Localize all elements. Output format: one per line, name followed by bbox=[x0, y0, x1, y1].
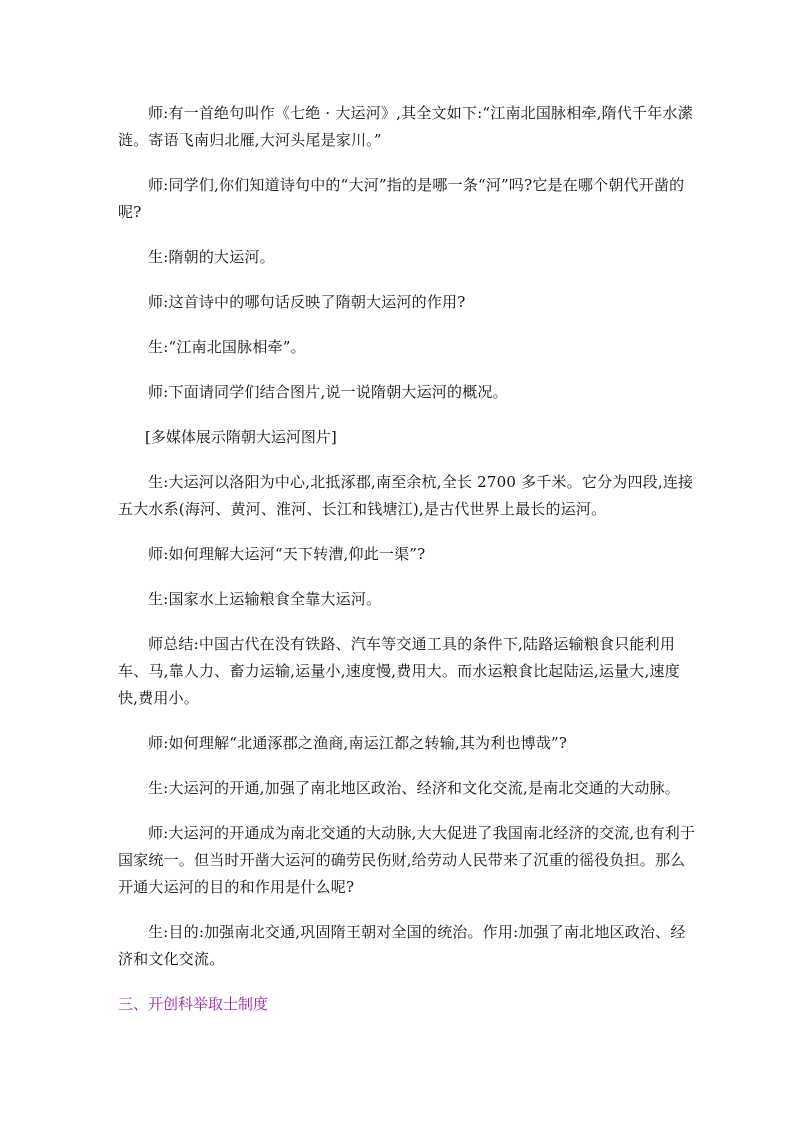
dialogue-paragraph: 师:有一首绝句叫作《七绝 · 大运河》,其全文如下:“江南北国脉相牵,隋代千年水潆涟。寄语飞南归北雁,大河头尾是家川。” bbox=[118, 104, 693, 149]
document-body bbox=[118, 100, 698, 1018]
dialogue-paragraph: 师:这首诗中的哪句话反映了隋朝大运河的作用? bbox=[148, 293, 466, 311]
dialogue-paragraph: 师:同学们,你们知道诗句中的“大河”指的是哪一条“河”吗?它是在哪个朝代开凿的呢? bbox=[118, 176, 685, 221]
media-note: [多媒体展示隋朝大运河图片] bbox=[145, 428, 337, 446]
dialogue-paragraph: 生:隋朝的大运河。 bbox=[148, 248, 275, 266]
dialogue-paragraph: 师:下面请同学们结合图片,说一说隋朝大运河的概况。 bbox=[148, 383, 508, 401]
dialogue-paragraph: 生:国家水上运输粮食全靠大运河。 bbox=[148, 590, 382, 608]
section-heading: 三、开创科举取士制度 bbox=[118, 995, 269, 1013]
dialogue-paragraph: 师:如何理解大运河“天下转漕,仰此一渠”? bbox=[148, 545, 426, 563]
dialogue-paragraph: 师总结:中国古代在没有铁路、汽车等交通工具的条件下,陆路运输粮食只能利用车、马,靠人力、畜力运输,运量小,速度慢,费用大。而水运粮食比起陆运,运量大,速度快,费用小。 bbox=[118, 635, 680, 707]
dialogue-paragraph: 师:如何理解“北通涿郡之渔商,南运江都之转输,其为利也博哉”? bbox=[148, 734, 568, 752]
dialogue-paragraph: 生:大运河的开通,加强了南北地区政治、经济和文化交流,是南北交通的大动脉。 bbox=[148, 779, 680, 797]
dialogue-paragraph: 生:“江南北国脉相牵”。 bbox=[148, 338, 306, 356]
dialogue-paragraph: 生:大运河以洛阳为中心,北抵涿郡,南至余杭,全长 2700 多千米。它分为四段,连接五大水系(海河、黄河、淮河、长江和钱塘江),是古代世界上最长的运河。 bbox=[118, 473, 694, 518]
dialogue-paragraph: 生:目的:加强南北交通,巩固隋王朝对全国的统治。作用:加强了南北地区政治、经济和文化交流。 bbox=[118, 923, 686, 968]
dialogue-paragraph: 师:大运河的开通成为南北交通的大动脉,大大促进了我国南北经济的交流,也有利于国家统一。但当时开凿大运河的确劳民伤财,给劳动人民带来了沉重的徭役负担。那么开通大运河的目的和作用是什么呢? bbox=[118, 824, 696, 896]
